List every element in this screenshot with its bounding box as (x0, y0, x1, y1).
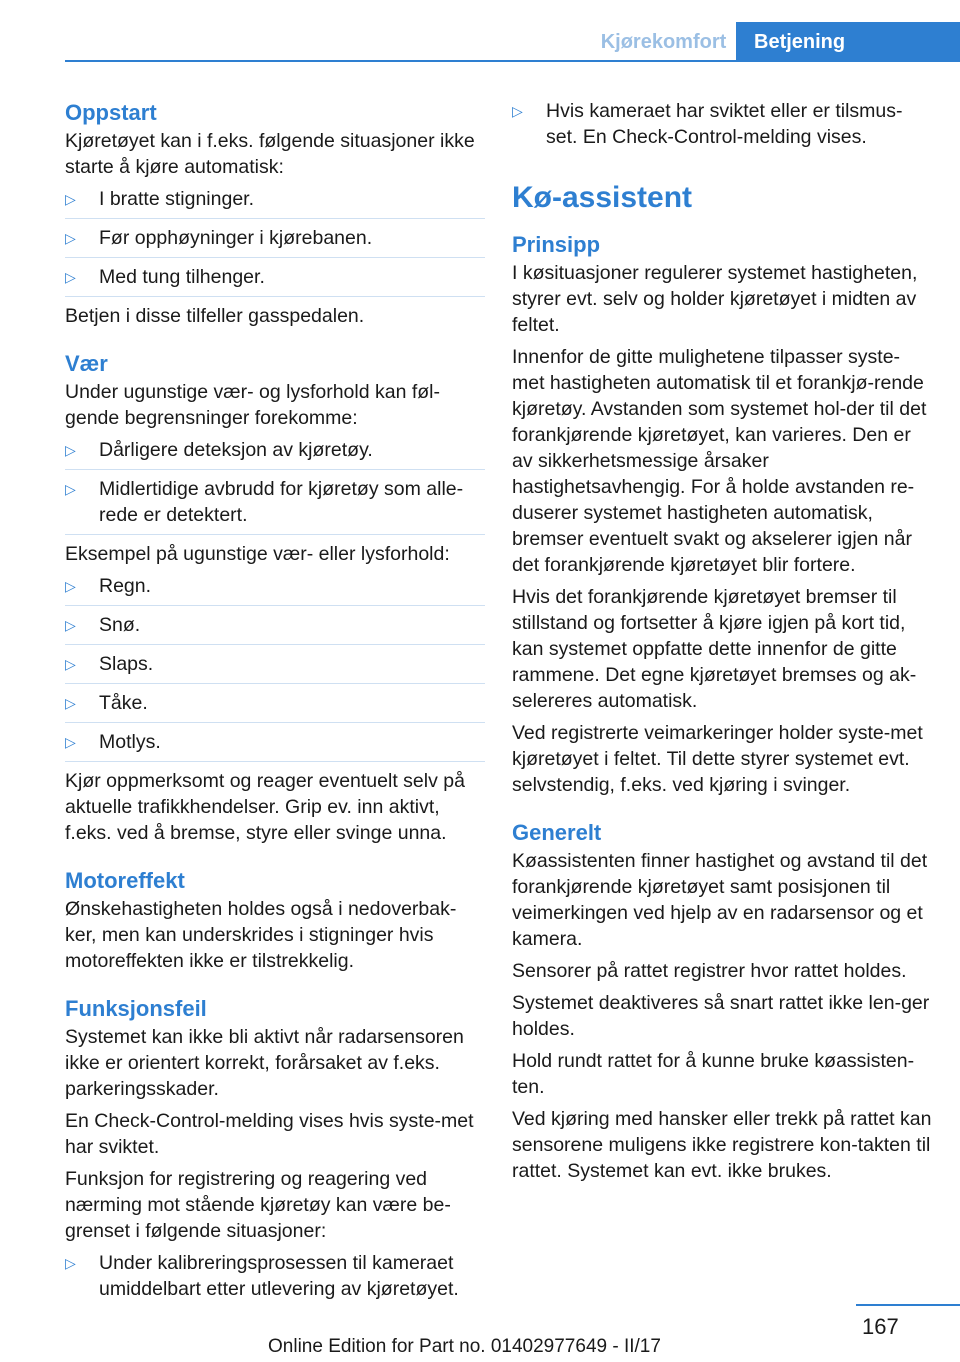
conditions-list (65, 573, 485, 762)
list-item-text: Tåke. (99, 692, 148, 714)
list-item-text: Under kalibreringsprosessen til kameraet umiddelbart etter utlevering av kjøretøyet. (99, 1252, 459, 1300)
prinsipp-p3: Hvis det forankjørende kjøretøyet bremser til stillstand og fortsetter å kjøre igjen på kort tid, kan systemet oppfatte dette innenfor de gitte rammene. Det egne kjøretøyet bremses og ak‐selereres automatisk. (512, 586, 917, 712)
vaer-outro: Kjør oppmerksomt og reager eventuelt selv på aktuelle trafikkhendelser. Grip ev. inn aktivt, f.eks. ved å bremse, styre eller svinge unna. (65, 770, 465, 844)
heading-prinsipp: Prinsipp (512, 232, 601, 257)
right-column (512, 98, 932, 1190)
bullet-arrow-icon: ▷ (65, 269, 76, 285)
heading-generelt: Generelt (512, 820, 602, 845)
list-item-text: Snø. (99, 614, 141, 636)
bullet-arrow-icon: ▷ (65, 578, 76, 594)
header-section-tab: Kjørekomfort (600, 31, 727, 53)
vaer-intro: Under ugunstige vær- og lysforhold kan føl‐gende begrensninger forekomme: (65, 381, 441, 429)
funksjonsfeil-list (65, 1250, 485, 1308)
footer-rule (856, 1304, 960, 1306)
vaer-list (65, 437, 485, 535)
list-item-text: I bratte stigninger. (99, 188, 255, 210)
list-item (65, 612, 485, 645)
bullet-arrow-icon: ▷ (65, 191, 76, 207)
list-item-text: Hvis kameraet har sviktet eller er tilsmus‐set. En Check-Control-melding vises. (546, 100, 903, 148)
motoreffekt-text: Ønskehastigheten holdes også i nedoverbak‐ker, men kan underskrides i stigninger hvis motoreffekten ikke er tilstrekkelig. (65, 898, 457, 972)
list-item-text: Motlys. (99, 731, 161, 753)
list-item-text: Regn. (99, 575, 152, 597)
generelt-p4: Hold rundt rattet for å kunne bruke køassisten‐ten. (512, 1050, 915, 1098)
list-item (65, 690, 485, 723)
bullet-arrow-icon: ▷ (65, 1255, 76, 1271)
list-item (65, 651, 485, 684)
list-item (65, 729, 485, 762)
list-item (65, 476, 485, 535)
oppstart-outro: Betjen i disse tilfeller gasspedalen. (65, 305, 365, 327)
left-column (65, 98, 485, 1314)
heading-oppstart: Oppstart (65, 100, 157, 125)
prinsipp-p2: Innenfor de gitte mulighetene tilpasser syste‐met hastigheten automatisk til et forankjø‐rende kjøretøy. Avstanden som systemet hol‐der til det forankjørende kjøretøyet, kan varieres. Den er av sikkerhetsmessige årsaker hastighetsavhengig. For å holde avstanden re‐duserer systemet hastigheten automatisk, bremser eventuelt svakt og akselerer igjen når det forankjørende kjøretøyet blir fortere. (512, 346, 927, 576)
bullet-arrow-icon: ▷ (65, 481, 76, 497)
list-item (65, 573, 485, 606)
bullet-arrow-icon: ▷ (65, 734, 76, 750)
list-item (65, 1250, 485, 1308)
funksjonsfeil-p2: En Check-Control-melding vises hvis syste‐met har sviktet. (65, 1110, 474, 1158)
generelt-p5: Ved kjøring med hansker eller trekk på rattet kan sensorene muligens ikke registrere kon‐takten til rattet. Systemet kan evt. ikke brukes. (512, 1108, 932, 1182)
oppstart-intro: Kjøretøyet kan i f.eks. følgende situasjoner ikke starte å kjøre automatisk: (65, 130, 475, 178)
bullet-arrow-icon: ▷ (65, 230, 76, 246)
edition-note: Online Edition for Part no. 01402977649 - II/17 (268, 1336, 661, 1357)
bullet-arrow-icon: ▷ (512, 103, 523, 119)
list-item (65, 225, 485, 258)
page-number: 167 (862, 1314, 899, 1339)
heading-motoreffekt: Motoreffekt (65, 868, 185, 893)
generelt-p2: Sensorer på rattet registrer hvor rattet holdes. (512, 960, 907, 982)
vaer-example: Eksempel på ugunstige vær- eller lysforhold: (65, 543, 450, 565)
oppstart-list (65, 186, 485, 297)
list-item-text: Dårligere deteksjon av kjøretøy. (99, 439, 373, 461)
list-item-text: Med tung tilhenger. (99, 266, 265, 288)
funksjonsfeil-p1: Systemet kan ikke bli aktivt når radarsensoren ikke er orientert korrekt, forårsaket av f.eks. parkeringsskader. (65, 1026, 464, 1100)
heading-vaer: Vær (65, 351, 108, 376)
list-item-text: Midlertidige avbrudd for kjøretøy som alle‐rede er detektert. (99, 478, 464, 526)
list-item (65, 437, 485, 470)
bullet-arrow-icon: ▷ (65, 442, 76, 458)
bullet-arrow-icon: ▷ (65, 656, 76, 672)
generelt-p1: Køassistenten finner hastighet og avstand til det forankjørende kjøretøyet samt posisjonen til veimerkingen ved hjelp av en radarsensor og et kamera. (512, 850, 928, 950)
funksjonsfeil-list-continued (512, 98, 932, 156)
heading-funksjonsfeil: Funksjonsfeil (65, 996, 207, 1021)
generelt-p3: Systemet deaktiveres så snart rattet ikke len‐ger holdes. (512, 992, 930, 1040)
bullet-arrow-icon: ▷ (65, 617, 76, 633)
prinsipp-p4: Ved registrerte veimarkeringer holder syste‐met kjøretøyet i feltet. Til dette styrer systemet evt. selvstendig, f.eks. ved kjøring i svinger. (512, 722, 923, 796)
list-item-text: Slaps. (99, 653, 154, 675)
list-item (512, 98, 932, 156)
header-rule (65, 60, 960, 62)
prinsipp-p1: I køsituasjoner regulerer systemet hastigheten, styrer evt. selv og holder kjøretøyet i midten av feltet. (512, 262, 918, 336)
heading-koassistent: Kø-assistent (512, 181, 693, 214)
funksjonsfeil-p3: Funksjon for registrering og reagering ved nærming mot stående kjøretøy kan være be‐grenset i følgende situasjoner: (65, 1168, 451, 1242)
list-item (65, 264, 485, 297)
bullet-arrow-icon: ▷ (65, 695, 76, 711)
list-item-text: Før opphøyninger i kjørebanen. (99, 227, 373, 249)
list-item (65, 186, 485, 219)
header-chapter-tab: Betjening (736, 22, 960, 62)
